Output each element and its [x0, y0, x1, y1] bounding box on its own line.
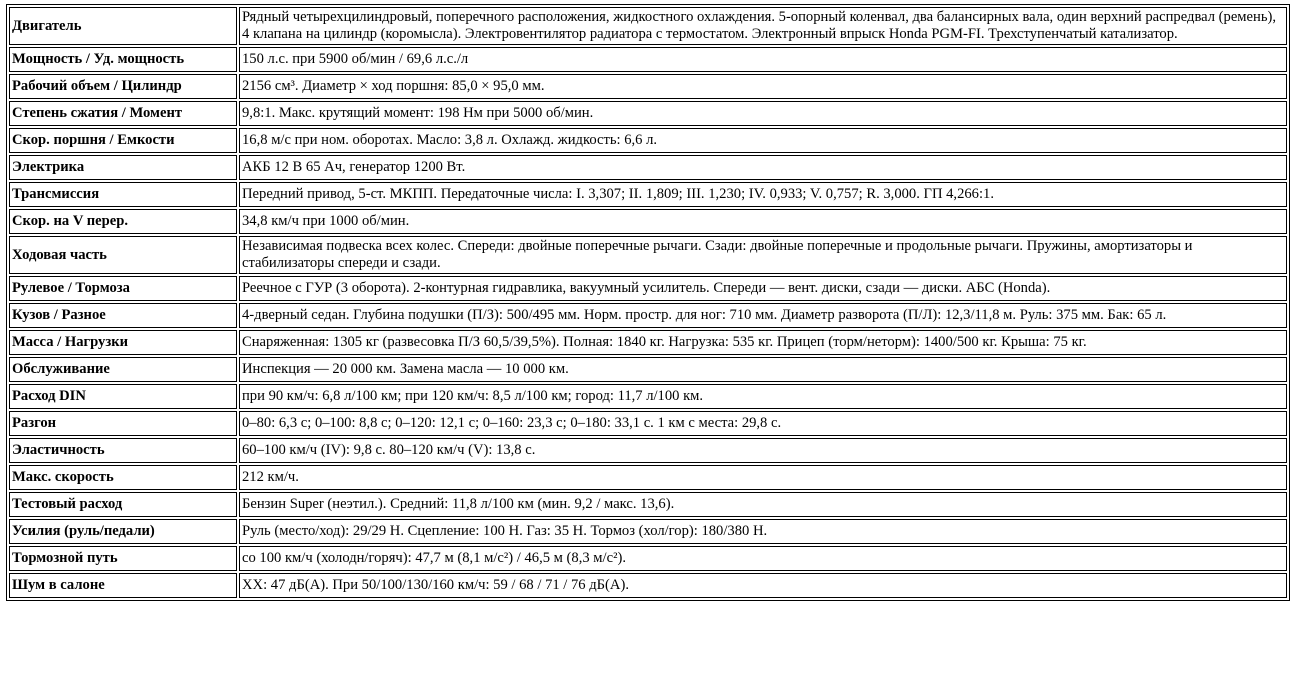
row-label: Кузов / Разное: [9, 303, 237, 328]
table-row: [9, 303, 1287, 328]
table-row: [9, 330, 1287, 355]
row-label: Скор. на V перер.: [9, 209, 237, 234]
row-value: Руль (место/ход): 29/29 Н. Сцепление: 100 Н. Газ: 35 Н. Тормоз (хол/гор): 180/380 Н.: [239, 519, 1287, 544]
table-row: [9, 276, 1287, 301]
row-value: 2156 см³. Диаметр × ход поршня: 85,0 × 95,0 мм.: [239, 74, 1287, 99]
row-value: 212 км/ч.: [239, 465, 1287, 490]
row-value: Снаряженная: 1305 кг (развесовка П/З 60,5/39,5%). Полная: 1840 кг. Нагрузка: 535 кг. Прицеп (торм/неторм): 1400/500 кг. Крыша: 75 кг.: [239, 330, 1287, 355]
table-row: [9, 155, 1287, 180]
spec-table: [6, 4, 1290, 601]
row-label: Тормозной путь: [9, 546, 237, 571]
row-label: Усилия (руль/педали): [9, 519, 237, 544]
table-row: [9, 101, 1287, 126]
row-value: АКБ 12 В 65 Ач, генератор 1200 Вт.: [239, 155, 1287, 180]
row-value: со 100 км/ч (холодн/горяч): 47,7 м (8,1 м/с²) / 46,5 м (8,3 м/с²).: [239, 546, 1287, 571]
row-value: 9,8:1. Макс. крутящий момент: 198 Нм при 5000 об/мин.: [239, 101, 1287, 126]
table-row: [9, 74, 1287, 99]
row-value: Передний привод, 5-ст. МКПП. Передаточные числа: I. 3,307; II. 1,809; III. 1,230; IV. 0,933; V. 0,757; R. 3,000. ГП 4,266:1.: [239, 182, 1287, 207]
row-label: Ходовая часть: [9, 236, 237, 274]
row-label: Масса / Нагрузки: [9, 330, 237, 355]
row-label: Рулевое / Тормоза: [9, 276, 237, 301]
row-label: Степень сжатия / Момент: [9, 101, 237, 126]
table-row: [9, 465, 1287, 490]
row-value: Независимая подвеска всех колес. Спереди: двойные поперечные рычаги. Сзади: двойные поперечные и продольные рычаги. Пружины, амортизаторы и стабилизаторы спереди и сзади.: [239, 236, 1287, 274]
row-value: Рядный четырехцилиндровый, поперечного расположения, жидкостного охлаждения. 5-опорный коленвал, два балансирных вала, один верхний распредвал (ремень), 4 клапана на цилиндр (коромысла). Электровентилятор радиатора с термостатом. Электронный впрыск Honda PGM-FI. Трехступенчатый катализатор.: [239, 7, 1287, 45]
row-value: при 90 км/ч: 6,8 л/100 км; при 120 км/ч: 8,5 л/100 км; город: 11,7 л/100 км.: [239, 384, 1287, 409]
table-row: [9, 236, 1287, 274]
row-value: 16,8 м/с при ном. оборотах. Масло: 3,8 л. Охлажд. жидкость: 6,6 л.: [239, 128, 1287, 153]
table-row: [9, 438, 1287, 463]
table-row: [9, 546, 1287, 571]
row-value: 0–80: 6,3 с; 0–100: 8,8 с; 0–120: 12,1 с; 0–160: 23,3 с; 0–180: 33,1 с. 1 км с места: 29,8 с.: [239, 411, 1287, 436]
row-value: Инспекция — 20 000 км. Замена масла — 10 000 км.: [239, 357, 1287, 382]
row-label: Двигатель: [9, 7, 237, 45]
table-row: [9, 357, 1287, 382]
table-row: [9, 209, 1287, 234]
table-row: [9, 492, 1287, 517]
row-label: Шум в салоне: [9, 573, 237, 598]
row-value: 34,8 км/ч при 1000 об/мин.: [239, 209, 1287, 234]
row-label: Макс. скорость: [9, 465, 237, 490]
row-label: Тестовый расход: [9, 492, 237, 517]
row-value: Бензин Super (неэтил.). Средний: 11,8 л/100 км (мин. 9,2 / макс. 13,6).: [239, 492, 1287, 517]
row-label: Эластичность: [9, 438, 237, 463]
row-label: Мощность / Уд. мощность: [9, 47, 237, 72]
table-row: [9, 128, 1287, 153]
row-label: Обслуживание: [9, 357, 237, 382]
table-row: [9, 411, 1287, 436]
row-value: 150 л.с. при 5900 об/мин / 69,6 л.с./л: [239, 47, 1287, 72]
table-row: [9, 573, 1287, 598]
row-value: 60–100 км/ч (IV): 9,8 с. 80–120 км/ч (V): 13,8 с.: [239, 438, 1287, 463]
row-label: Скор. поршня / Емкости: [9, 128, 237, 153]
row-label: Трансмиссия: [9, 182, 237, 207]
table-row: [9, 384, 1287, 409]
table-row: [9, 182, 1287, 207]
row-label: Рабочий объем / Цилиндр: [9, 74, 237, 99]
table-row: [9, 7, 1287, 45]
table-row: [9, 47, 1287, 72]
row-label: Электрика: [9, 155, 237, 180]
row-value: Реечное с ГУР (3 оборота). 2-контурная гидравлика, вакуумный усилитель. Спереди — вент. диски, сзади — диски. АБС (Honda).: [239, 276, 1287, 301]
table-row: [9, 519, 1287, 544]
row-value: 4-дверный седан. Глубина подушки (П/З): 500/495 мм. Норм. простр. для ног: 710 мм. Диаметр разворота (П/Л): 12,3/11,8 м. Руль: 375 мм. Бак: 65 л.: [239, 303, 1287, 328]
row-value: ХХ: 47 дБ(А). При 50/100/130/160 км/ч: 59 / 68 / 71 / 76 дБ(А).: [239, 573, 1287, 598]
row-label: Разгон: [9, 411, 237, 436]
row-label: Расход DIN: [9, 384, 237, 409]
